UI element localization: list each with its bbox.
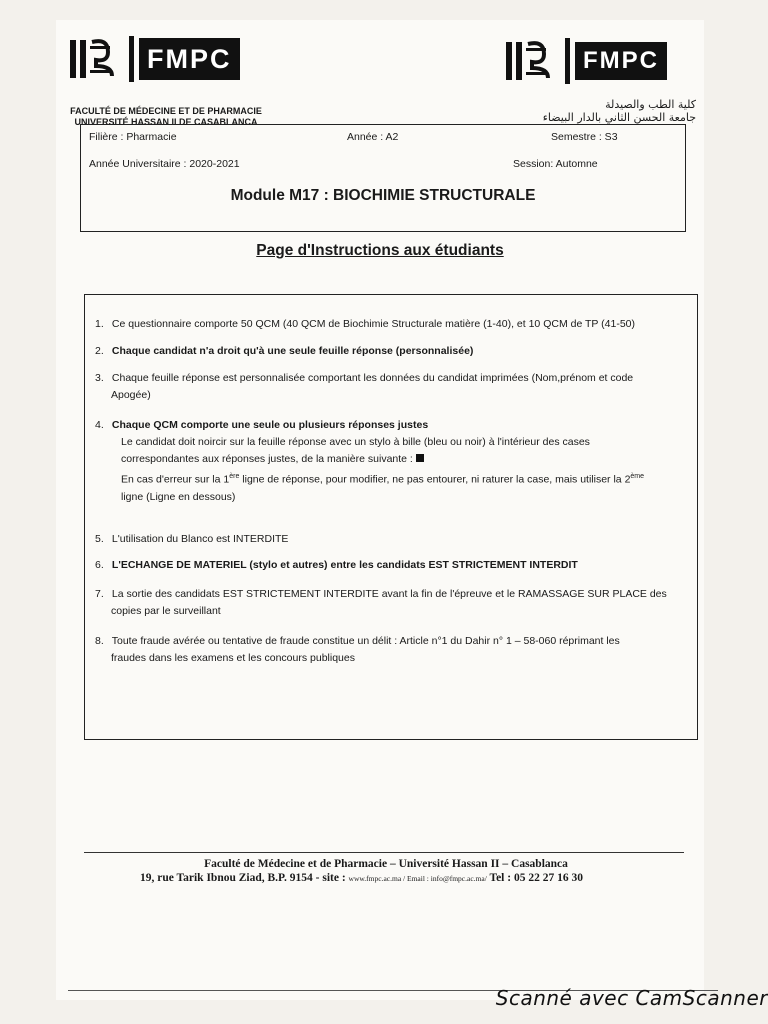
instruction-3 — [95, 370, 685, 404]
logo-text: FMPC — [139, 38, 240, 80]
instruction-6 — [95, 557, 685, 574]
camscanner-watermark: Scanné avec CamScanner — [495, 986, 768, 1010]
university-emblem-icon — [68, 36, 126, 82]
instruction-text-cont: fraudes dans les examens et les concours publiques — [111, 652, 355, 664]
faculty-name-ar — [486, 98, 696, 124]
faculty-ar-line2: جامعة الحسن الثاني بالدار البيضاء — [542, 111, 696, 124]
instruction-text-c-inner: correspondantes aux réponses justes, de la manière suivante : — [121, 453, 413, 465]
footer-address-text: 19, rue Tarik Ibnou Ziad, B.P. 9154 - site : — [140, 872, 349, 884]
instruction-text-cont: Apogée) — [111, 389, 151, 401]
fmpc-logo-left — [68, 36, 240, 82]
footer-address — [140, 872, 583, 884]
instructions-box — [84, 294, 698, 740]
instruction-text: L'ECHANGE DE MATERIEL (stylo et autres) entre les candidats EST STRICTEMENT INTERDIT — [111, 559, 578, 571]
instruction-text: Toute fraude avérée ou tentative de fraude constitue un délit : Article n°1 du Dahir n° 1 – 58-060 réprimant les — [111, 635, 620, 647]
semestre-label: Semestre : S3 — [551, 131, 618, 143]
logo-separator — [129, 36, 134, 82]
instruction-text: Ce questionnaire comporte 50 QCM (40 QCM de Biochimie Structurale matière (1-40), et 10 QCM de TP (41-50) — [111, 318, 636, 330]
instruction-text: Chaque feuille réponse est personnalisée comportant les données du candidat imprimées (Nom,prénom et code — [111, 372, 634, 384]
instruction-number: 8. — [95, 635, 104, 647]
university-emblem-icon — [504, 38, 562, 84]
footer-divider — [84, 852, 684, 853]
footer-tel: Tel : 05 22 27 16 30 — [486, 872, 583, 884]
d-sup2: ème — [630, 473, 645, 480]
filled-square-icon — [416, 454, 424, 462]
instruction-text: L'utilisation du Blanco est INTERDITE — [111, 533, 289, 545]
instruction-number: 7. — [95, 588, 104, 600]
footer-site-email: www.fmpc.ac.ma / Email : info@fmpc.ac.ma/ — [348, 874, 487, 883]
instruction-text-e: ligne (Ligne en dessous) — [121, 490, 236, 503]
instruction-number: 1. — [95, 318, 104, 330]
exam-info-box — [80, 124, 686, 232]
annee-universitaire-label: Année Universitaire : 2020-2021 — [89, 158, 240, 170]
logo-text: FMPC — [575, 42, 667, 80]
instruction-1 — [95, 316, 685, 333]
instruction-number: 5. — [95, 533, 104, 545]
instruction-5 — [95, 531, 685, 548]
instruction-number: 3. — [95, 372, 104, 384]
faculty-ar-line1: كلية الطب والصيدلة — [605, 98, 696, 111]
faculty-fr-line1: FACULTÉ DE MÉDECINE ET DE PHARMACIE — [70, 106, 262, 116]
exam-page — [56, 20, 704, 1000]
instruction-7 — [95, 586, 685, 620]
instruction-text-c — [95, 451, 685, 468]
instruction-text-b: Le candidat doit noircir sur la feuille réponse avec un stylo à bille (bleu ou noir) à l'intérieur des cases — [121, 436, 590, 448]
fmpc-logo-right — [504, 38, 667, 84]
d-part2: ligne de réponse, pour modifier, ne pas entourer, ni raturer la case, mais utiliser la 2 — [239, 473, 631, 486]
annee-label: Année : A2 — [347, 131, 399, 143]
instruction-number: 2. — [95, 345, 104, 357]
instruction-number: 6. — [95, 559, 104, 571]
instructions-title: Page d'Instructions aux étudiants — [256, 242, 504, 259]
instruction-text: La sortie des candidats EST STRICTEMENT INTERDITE avant la fin de l'épreuve et le RAMASSAGE SUR PLACE des — [111, 588, 667, 600]
module-title: Module M17 : BIOCHIMIE STRUCTURALE — [230, 187, 536, 204]
instruction-8 — [95, 633, 685, 667]
filiere-label: Filière : Pharmacie — [89, 131, 177, 143]
instruction-2 — [95, 343, 685, 360]
instruction-text: Chaque candidat n'a droit qu'à une seule feuille réponse (personnalisée) — [111, 345, 474, 357]
instruction-number: 4. — [95, 419, 104, 431]
d-part1: En cas d'erreur sur la 1 — [121, 473, 230, 486]
instruction-4 — [95, 417, 685, 506]
d-sup1: ère — [229, 473, 240, 480]
footer-institution: Faculté de Médecine et de Pharmacie – Université Hassan II – Casablanca — [204, 858, 568, 870]
faculty-fr-line2: UNIVERSITÉ HASSAN II DE CASABLANCA — [74, 117, 258, 127]
session-label: Session: Automne — [513, 158, 598, 170]
instruction-text-cont: copies par le surveillant — [111, 605, 221, 617]
instruction-text: Chaque QCM comporte une seule ou plusieurs réponses justes — [111, 419, 429, 431]
logo-separator — [565, 38, 570, 84]
instruction-text-d — [95, 468, 685, 489]
